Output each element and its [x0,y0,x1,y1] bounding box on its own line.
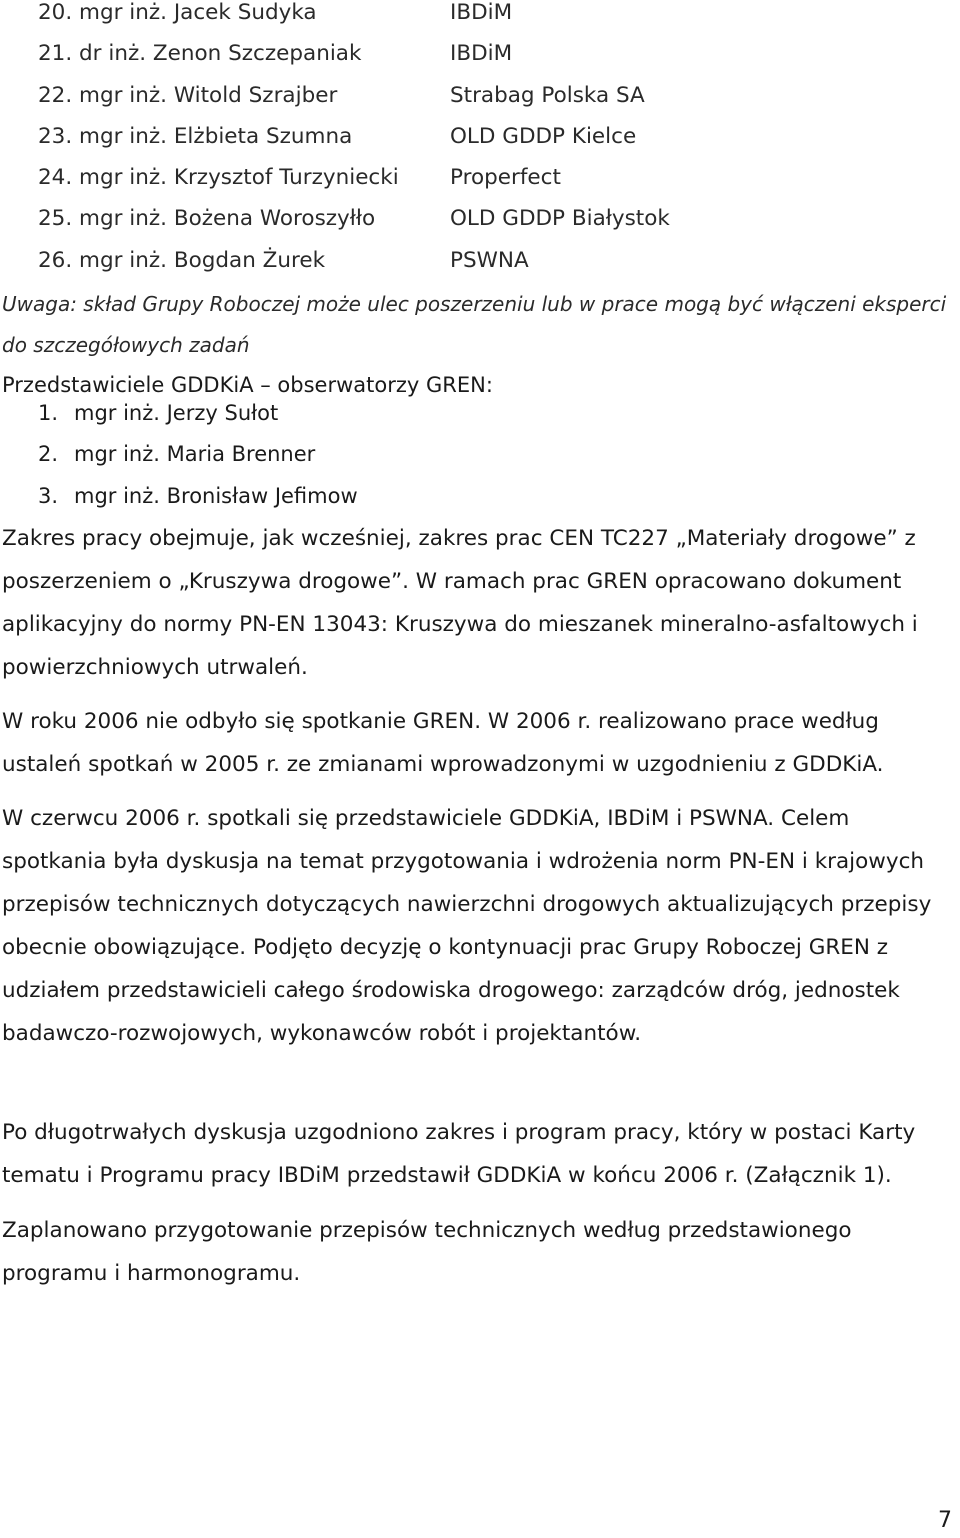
list-item [30,248,930,289]
list-number: 3. [38,483,59,508]
member-organization: PSWNA [450,247,529,273]
member-name: 22. mgr inż. Witold Szrajber [38,82,338,108]
list-item [30,0,930,41]
member-name: 21. dr inż. Zenon Szczepaniak [38,41,362,67]
note-text: Uwaga: skład Grupy Roboczej może ulec poszerzeniu lub w prace mogą być włączeni eksperci do szczegółowych zadań [2,292,947,357]
list-number: 1. [38,401,59,425]
member-organization: Strabag Polska SA [450,82,645,108]
list-item [38,400,358,441]
member-name: 23. mgr inż. Elżbieta Szumna [38,123,353,149]
member-organization: OLD GDDP Białystok [450,206,670,232]
member-organization: OLD GDDP Kielce [450,123,637,149]
member-organization: IBDiM [450,41,513,67]
member-name: 26. mgr inż. Bogdan Żurek [38,247,326,273]
member-organization: Properfect [450,165,561,191]
observer-name: mgr inż. Jerzy Sułot [74,401,279,425]
paragraph-2006-meetings: W roku 2006 nie odbyło się spotkanie GREN. W 2006 r. realizowano prace według ustaleń spotkań w 2005 r. ze zmianami wprowadzonymi w uzgodnieniu z GDDKiA. [2,709,884,777]
member-list [30,0,930,289]
member-name: 24. mgr inż. Krzysztof Turzyniecki [38,165,399,191]
observer-name: mgr inż. Maria Brenner [74,442,316,467]
list-item [30,165,930,206]
list-item [30,206,930,247]
list-item [30,83,930,124]
observer-list [38,400,358,524]
list-item [30,41,930,82]
observers-heading: Przedstawiciele GDDKiA – obserwatorzy GREN: [2,373,493,397]
paragraph-june-meeting: W czerwcu 2006 r. spotkali się przedstawiciele GDDKiA, IBDiM i PSWNA. Celem spotkania była dyskusja na temat przygotowania i wdrożenia norm PN-EN i krajowych przepisów technicznych dotyczących nawierzchni drogowych aktualizujących przepisy obecnie obowiązujące. Podjęto decyzję o kontynuacji prac Grupy Roboczej GREN z udziałem przedstawicieli całego środowiska drogowego: zarządców dróg, jednostek badawczo-rozwojowych, wykonawców robót i projektantów. [2,806,932,1046]
list-item [38,441,358,482]
member-name: 20. mgr inż. Jacek Sudyka [38,0,317,25]
member-name: 25. mgr inż. Bożena Woroszyłło [38,206,376,232]
member-organization: IBDiM [450,0,513,25]
page-number: 7 [938,1508,952,1533]
paragraph-plan: Zaplanowano przygotowanie przepisów technicznych według przedstawionego programu i harmonogramu. [2,1218,852,1286]
paragraph-scope: Zakres pracy obejmuje, jak wcześniej, zakres prac CEN TC227 „Materiały drogowe” z poszerzeniem o „Kruszywa drogowe”. W ramach prac GREN opracowano dokument aplikacyjny do normy PN-EN 13043: Kruszywa do mieszanek mineralno-asfaltowych i powierzchniowych utrwaleń. [2,526,918,680]
paragraph-agreement: Po długotrwałych dyskusja uzgodniono zakres i program pracy, który w postaci Karty tematu i Programu pracy IBDiM przedstawił GDDKiA w końcu 2006 r. (Załącznik 1). [2,1120,916,1188]
observer-name: mgr inż. Bronisław Jefimow [74,483,358,508]
list-number: 2. [38,442,59,467]
list-item [30,124,930,165]
